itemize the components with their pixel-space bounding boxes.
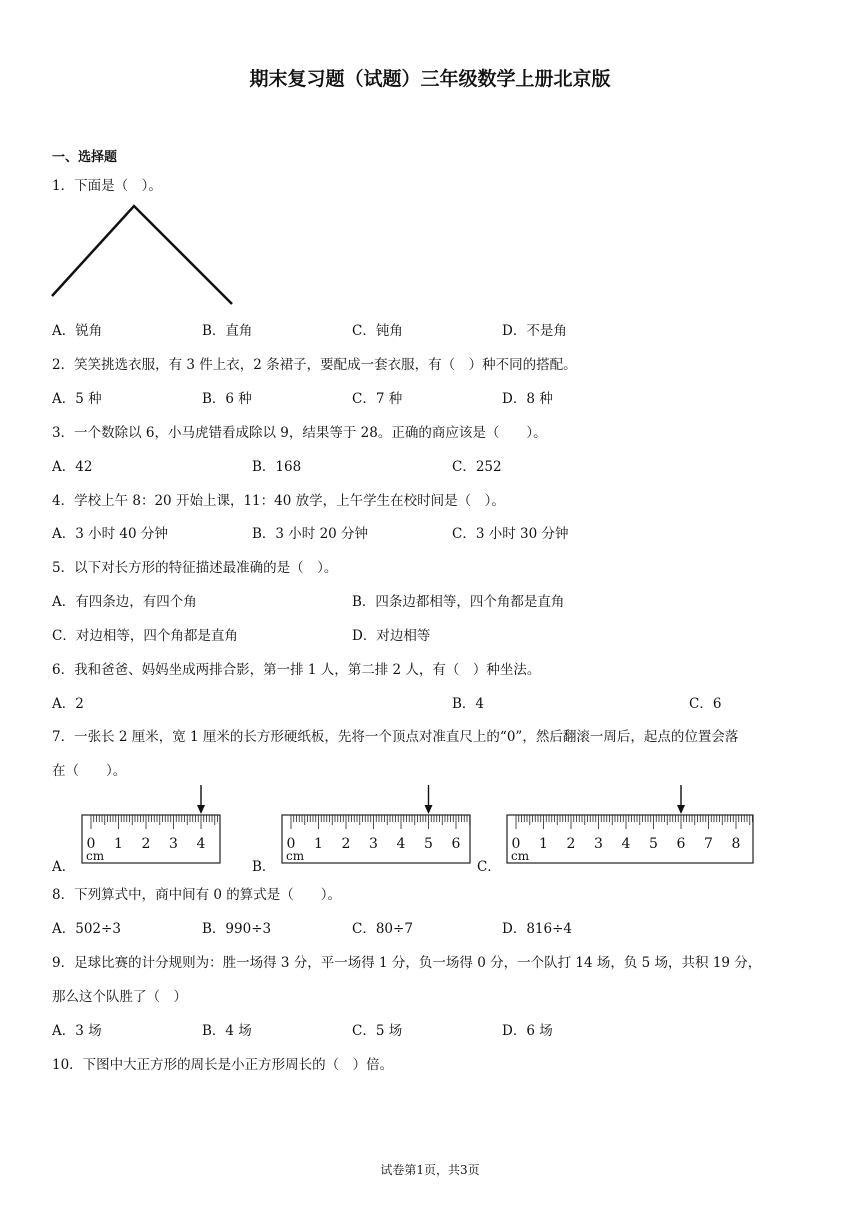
ruler-tick-label: 7 bbox=[704, 836, 713, 852]
q5-option-d[interactable]: D．对边相等 bbox=[352, 628, 431, 644]
ruler-tick-label: 3 bbox=[369, 836, 378, 852]
ruler-tick-label: 4 bbox=[196, 836, 206, 852]
section-heading: 一、选择题 bbox=[52, 150, 118, 165]
q2-option-a[interactable]: A．5 种 bbox=[52, 391, 102, 407]
ruler-tick-label: 4 bbox=[621, 836, 631, 852]
ruler-tick-label: 2 bbox=[341, 836, 351, 852]
question-10-stem: 10．下图中大正方形的周长是小正方形周长的（ ）倍。 bbox=[52, 1057, 394, 1073]
q5-option-a[interactable]: A．有四条边，有四个角 bbox=[52, 594, 197, 610]
arrow-head-icon bbox=[197, 805, 205, 814]
question-8-stem: 8．下列算式中，商中间有 0 的算式是（ ）。 bbox=[52, 887, 342, 903]
q1-option-d[interactable]: D．不是角 bbox=[502, 323, 567, 339]
q1-option-c[interactable]: C．钝角 bbox=[352, 323, 403, 339]
q1-option-a[interactable]: A．锐角 bbox=[52, 323, 103, 339]
ruler-tick-label: 0 bbox=[511, 836, 521, 852]
q4-option-a[interactable]: A．3 小时 40 分钟 bbox=[52, 526, 168, 542]
ruler-tick-label: 3 bbox=[169, 836, 178, 852]
q6-option-a[interactable]: A．2 bbox=[52, 696, 84, 712]
ruler-tick-label: 0 bbox=[86, 836, 96, 852]
ruler-unit-label: cm bbox=[86, 849, 105, 863]
q7-option-c[interactable]: C． bbox=[477, 859, 501, 875]
ruler-tick-label: 8 bbox=[731, 836, 741, 852]
q3-option-c[interactable]: C．252 bbox=[452, 459, 502, 475]
ruler-tick-label: 1 bbox=[114, 836, 123, 852]
ruler-unit-label: cm bbox=[511, 849, 530, 863]
q2-option-d[interactable]: D．8 种 bbox=[502, 391, 553, 407]
ruler-tick-label: 5 bbox=[649, 836, 658, 852]
q3-option-a[interactable]: A．42 bbox=[52, 459, 93, 475]
q3-option-b[interactable]: B．168 bbox=[252, 459, 302, 475]
question-4-stem: 4．学校上午 8：20 开始上课，11：40 放学，上午学生在校时间是（ ）。 bbox=[52, 493, 505, 509]
q6-option-b[interactable]: B．4 bbox=[452, 696, 485, 712]
q8-option-c[interactable]: C．80÷7 bbox=[352, 921, 413, 937]
question-9-stem-line1: 9．足球比赛的计分规则为：胜一场得 3 分，平一场得 1 分，负一场得 0 分，一个队打 14 场，负 5 场，共积 19 分， bbox=[52, 955, 762, 971]
question-1-stem: 1．下面是（ ）。 bbox=[52, 178, 162, 194]
q2-option-b[interactable]: B．6 种 bbox=[202, 391, 252, 407]
ruler-tick-label: 1 bbox=[314, 836, 323, 852]
ruler-tick-label: 3 bbox=[594, 836, 603, 852]
q7-option-a[interactable]: A． bbox=[52, 859, 76, 875]
ruler-unit-label: cm bbox=[286, 849, 305, 863]
q8-option-a[interactable]: A．502÷3 bbox=[52, 921, 121, 937]
question-9-stem-line2: 那么这个队胜了（ ） bbox=[52, 989, 187, 1005]
ruler-tick-label: 6 bbox=[676, 836, 686, 852]
question-7-stem-line2: 在（ ）。 bbox=[52, 763, 127, 779]
q6-option-c[interactable]: C．6 bbox=[689, 696, 722, 712]
q9-option-b[interactable]: B．4 场 bbox=[202, 1023, 252, 1039]
q2-option-c[interactable]: C．7 种 bbox=[352, 391, 403, 407]
q4-option-b[interactable]: B．3 小时 20 分钟 bbox=[252, 526, 369, 542]
page-footer: 试卷第1页，共3页 bbox=[380, 1163, 480, 1177]
q9-option-d[interactable]: D．6 场 bbox=[502, 1023, 553, 1039]
q9-option-a[interactable]: A．3 场 bbox=[52, 1023, 102, 1039]
question-5-stem: 5．以下对长方形的特征描述最准确的是（ ）。 bbox=[52, 560, 338, 576]
question-2-stem: 2．笑笑挑选衣服，有 3 件上衣，2 条裙子，要配成一套衣服，有（ ）种不同的搭配。 bbox=[52, 357, 577, 373]
q7-option-b[interactable]: B． bbox=[252, 859, 276, 875]
ruler-tick-label: 1 bbox=[539, 836, 548, 852]
q5-option-b[interactable]: B．四条边都相等，四个角都是直角 bbox=[352, 594, 565, 610]
q1-option-b[interactable]: B．直角 bbox=[202, 323, 253, 339]
page-title: 期末复习题（试题）三年级数学上册北京版 bbox=[249, 68, 611, 90]
arrow-head-icon bbox=[425, 805, 433, 814]
q8-option-b[interactable]: B．990÷3 bbox=[202, 921, 272, 937]
q9-option-c[interactable]: C．5 场 bbox=[352, 1023, 403, 1039]
ruler-b bbox=[282, 785, 472, 865]
question-3-stem: 3．一个数除以 6，小马虎错看成除以 9，结果等于 28。正确的商应该是（ ）。 bbox=[52, 425, 547, 441]
q8-option-d[interactable]: D．816÷4 bbox=[502, 921, 572, 937]
ruler-tick-label: 2 bbox=[566, 836, 576, 852]
q5-option-c[interactable]: C．对边相等，四个角都是直角 bbox=[52, 628, 238, 644]
ruler-tick-label: 4 bbox=[396, 836, 406, 852]
ruler-tick-label: 6 bbox=[451, 836, 461, 852]
q4-option-c[interactable]: C．3 小时 30 分钟 bbox=[452, 526, 569, 542]
ruler-tick-label: 5 bbox=[424, 836, 433, 852]
ruler-c bbox=[507, 785, 755, 865]
question-6-stem: 6．我和爸爸、妈妈坐成两排合影，第一排 1 人，第二排 2 人，有（ ）种坐法。 bbox=[52, 662, 541, 678]
ruler-a bbox=[82, 785, 222, 865]
question-7-stem-line1: 7．一张长 2 厘米，宽 1 厘米的长方形硬纸板，先将一个顶点对准直尺上的“0”，然后翻滚一周后，起点的位置会落 bbox=[52, 729, 739, 745]
ruler-tick-label: 2 bbox=[141, 836, 151, 852]
arrow-head-icon bbox=[677, 805, 685, 814]
ruler-tick-label: 0 bbox=[286, 836, 296, 852]
